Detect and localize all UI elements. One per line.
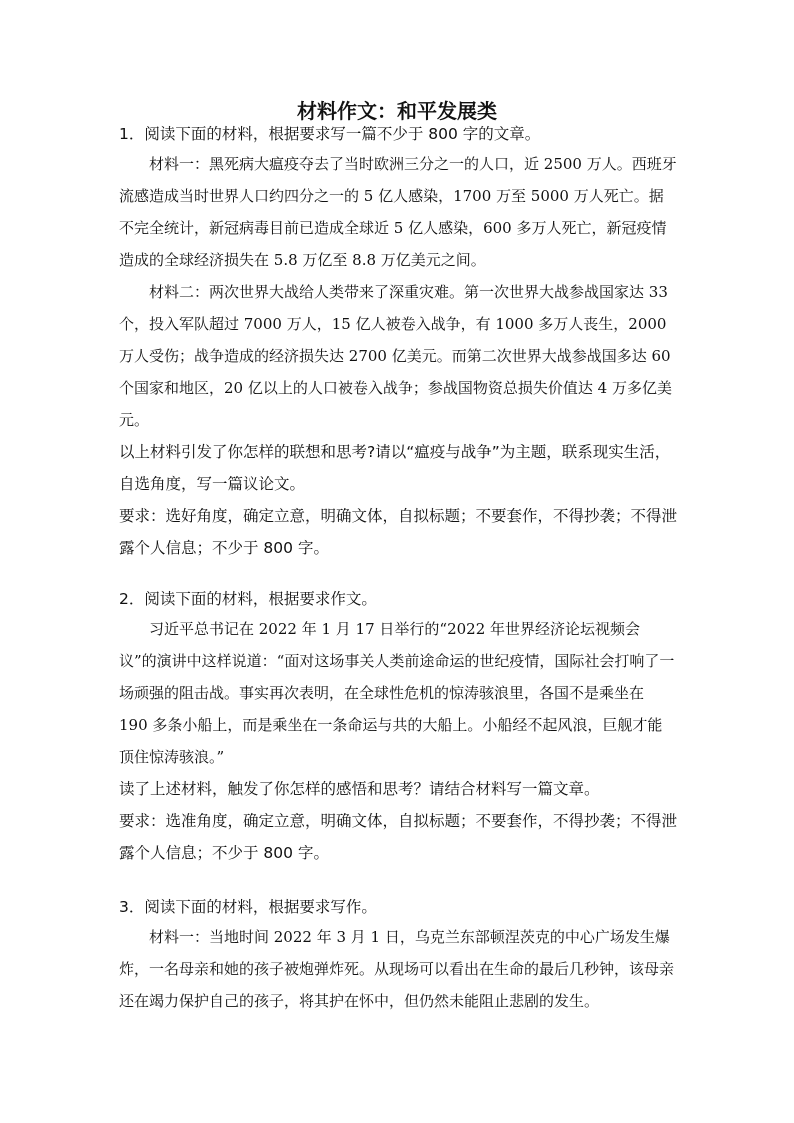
page-title: 材料作文：和平发展类 xyxy=(297,99,497,123)
question-1-prompt: 以上材料引发了你怎样的联想和思考?请以“瘟疫与战争”为主题，联系现实生活，自选角度，写一篇议论文。 xyxy=(119,443,671,493)
question-2-prompt: 读了上述材料，触发了你怎样的感悟和思考？请结合材料写一篇文章。 xyxy=(119,780,600,798)
question-1-requirements: 要求：选好角度，确定立意，明确文体，自拟标题；不要套作，不得抄袭；不得泄露个人信息；不少于 800 字。 xyxy=(119,507,678,557)
question-1-material-2: 材料二：两次世界大战给人类带来了深重灾难。第一次世界大战参战国家达 33 个，投入军队超过 7000 万人，15 亿人被卷入战争，有 1000 多万人丧生，2000 万人受伤；战争造成的经济损失达 2700 亿美元。而第二次世界大战参战国多达 60 个国家和地区，20 亿以上的人口被卷入战争；参战国物资总损失价值达 4 万多亿美元。 xyxy=(119,283,672,429)
question-1-heading: 1．阅读下面的材料，根据要求写一篇不少于 800 字的文章。 xyxy=(119,125,541,143)
question-2-materials xyxy=(119,613,677,773)
question-2 xyxy=(119,585,677,869)
question-3-heading: 3．阅读下面的材料，根据要求写作。 xyxy=(119,898,377,916)
question-3-materials xyxy=(119,921,677,1017)
question-3 xyxy=(119,893,677,1017)
question-2-material-1: 习近平总书记在 2022 年 1 月 17 日举行的“2022 年世界经济论坛视频会议”的演讲中这样说道：“面对这场事关人类前途命运的世纪疫情，国际社会打响了一场顽强的阻击战。事实再次表明，在全球性危机的惊涛骇浪里，各国不是乘坐在 190 多条小船上，而是乘坐在一条命运与共的大船上。小船经不起风浪，巨舰才能顶住惊涛骇浪。” xyxy=(119,620,675,766)
question-3-material-1: 材料一：当地时间 2022 年 3 月 1 日，乌克兰东部顿涅茨克的中心广场发生爆炸，一名母亲和她的孩子被炮弹炸死。从现场可以看出在生命的最后几秒钟，该母亲还在竭力保护自己的孩子，将其护在怀中，但仍然未能阻止悲剧的发生。 xyxy=(119,928,675,1010)
question-1 xyxy=(119,120,677,564)
question-2-heading: 2．阅读下面的材料，根据要求作文。 xyxy=(119,590,377,608)
question-1-material-1: 材料一：黑死病大瘟疫夺去了当时欧洲三分之一的人口，近 2500 万人。西班牙流感造成当时世界人口约四分之一的 5 亿人感染，1700 万至 5000 万人死亡。据不完全统计，新冠病毒目前已造成全球近 5 亿人感染，600 多万人死亡，新冠疫情造成的全球经济损失在 5.8 万亿至 8.8 万亿美元之间。 xyxy=(119,155,677,269)
question-2-requirements: 要求：选准角度，确定立意，明确文体，自拟标题；不要套作，不得抄袭；不得泄露个人信息；不少于 800 字。 xyxy=(119,812,678,862)
question-1-materials xyxy=(119,148,677,436)
